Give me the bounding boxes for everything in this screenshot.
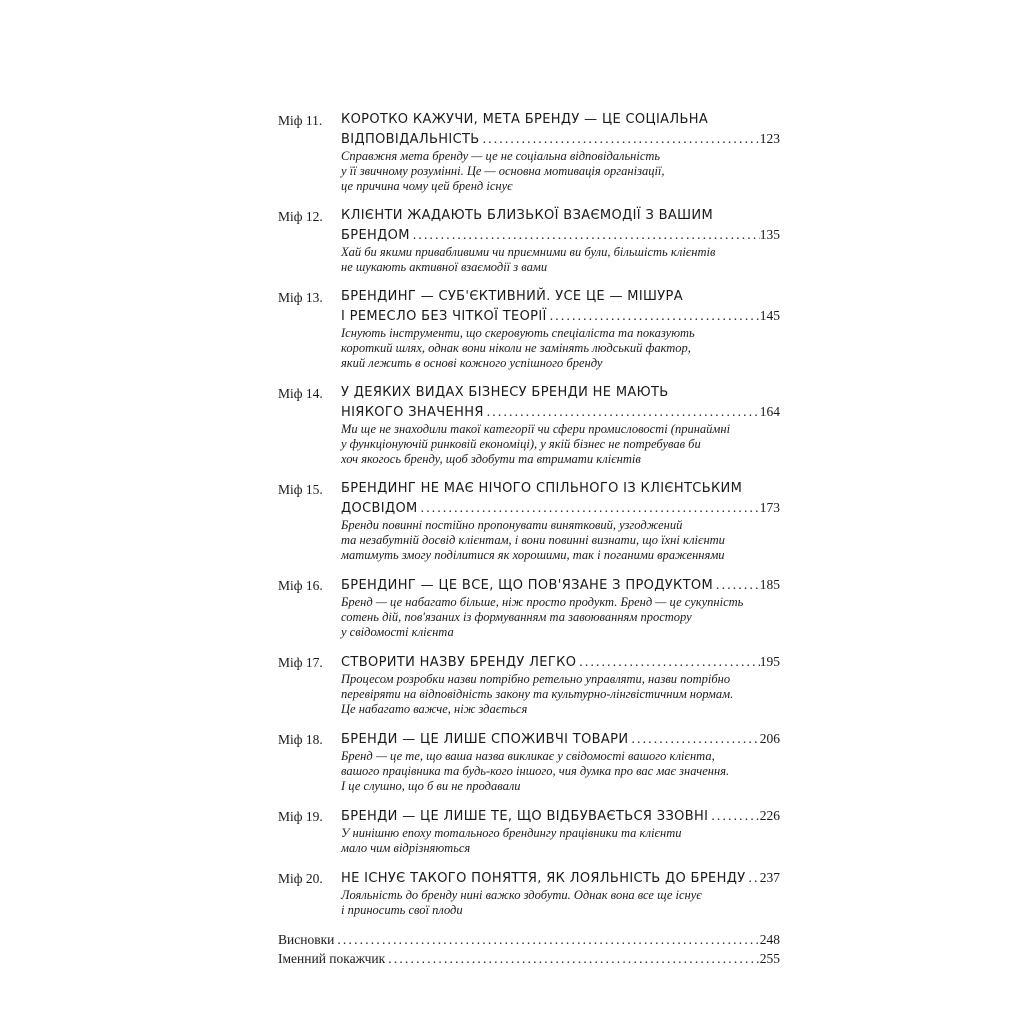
dot-leader (745, 868, 759, 887)
myth-description-line: короткий шлях, однак вони ніколи не замінять людський фактор, (341, 341, 691, 355)
myth-number: Міф 14. (278, 386, 323, 401)
dot-leader (628, 729, 759, 748)
myth-number: Міф 19. (278, 809, 323, 824)
myth-title-text: БРЕНДИ — ЦЕ ЛИШЕ СПОЖИВЧІ ТОВАРИ (341, 732, 629, 747)
myth-body (341, 575, 780, 640)
myth-title-text: ВІДПОВІДАЛЬНІСТЬ (341, 132, 480, 147)
myth-description-line: у свідомості клієнта (341, 625, 454, 639)
myth-description-line: у її звичному розумінні. Це — основна мотивація організації, (341, 164, 665, 178)
page-number: 173 (759, 500, 780, 515)
myth-description-line: мало чим відрізняються (341, 841, 471, 855)
toc-entry (278, 868, 780, 918)
myth-title-text: СТВОРИТИ НАЗВУ БРЕНДУ ЛЕГКО (341, 655, 577, 670)
page-number: 164 (759, 404, 780, 419)
myth-description-line: Хай би якими привабливими чи приємними ви були, більшість клієнтів (341, 245, 716, 259)
toc-entry (278, 575, 780, 640)
myth-body (341, 383, 780, 467)
myth-title-line: КОРОТКО КАЖУЧИ, МЕТА БРЕНДУ — ЦЕ СОЦІАЛЬНА (341, 112, 709, 127)
myth-number: Міф 13. (278, 290, 323, 305)
toc-entry (278, 729, 780, 794)
myth-title-last-line (341, 806, 780, 826)
myth-description-line: Існують інструменти, що скеровують спеціаліста та показують (341, 326, 695, 340)
dot-leader (713, 575, 760, 594)
myth-description-line: Бренд — це набагато більше, ніж просто продукт. Бренд — це сукупність (341, 595, 744, 609)
myth-number: Міф 20. (278, 871, 323, 886)
myth-description-line: вашого працівника та будь-кого іншого, чия думка про вас має значення. (341, 764, 730, 778)
myth-body (341, 206, 780, 275)
dot-leader (480, 129, 760, 148)
myth-title-last-line (341, 225, 780, 245)
myth-description-line: і приносить свої плоди (341, 903, 463, 917)
myth-number: Міф 11. (278, 113, 323, 128)
page-number: 185 (759, 577, 780, 592)
dot-leader (418, 498, 760, 517)
myth-title-last-line (341, 575, 780, 595)
myth-title-last-line (341, 402, 780, 422)
page-number: 206 (759, 731, 780, 746)
myth-description-line: у функціонуючій ринковій економіці), у якій бізнес не потребував би (341, 437, 701, 451)
myth-description-line: не шукають активної взаємодії з вами (341, 260, 548, 274)
end-entry-label: Іменний покажчик (278, 951, 386, 966)
myth-number: Міф 12. (278, 209, 323, 224)
myth-entries (278, 110, 780, 918)
myth-description-line: У нинішню епоху тотального брендингу працівники та клієнти (341, 826, 682, 840)
myth-body (341, 652, 780, 717)
toc-entry (278, 383, 780, 467)
toc-end-entry (278, 949, 780, 968)
dot-leader (385, 949, 760, 968)
page-number: 145 (759, 308, 780, 323)
toc-entry (278, 479, 780, 563)
myth-title-text: БРЕНДИНГ — ЦЕ ВСЕ, ЩО ПОВ'ЯЗАНЕ З ПРОДУКТОМ (341, 578, 714, 593)
myth-number: Міф 17. (278, 655, 323, 670)
myth-description-line: це причина чому цей бренд існує (341, 179, 513, 193)
myth-title-last-line (341, 129, 780, 149)
myth-description-line: матимуть змогу поділитися як хорошими, так і поганими враженнями (341, 548, 725, 562)
dot-leader (708, 806, 759, 825)
myth-number: Міф 18. (278, 732, 323, 747)
page-number: 226 (759, 808, 780, 823)
myth-body (341, 806, 780, 856)
myth-description-line: який лежить в основі кожного успішного бренду (341, 356, 603, 370)
myth-description-line: Ми ще не знаходили такої категорії чи сфери промисловості (принаймні (341, 422, 731, 436)
myth-body (341, 479, 780, 563)
page-number: 248 (759, 932, 780, 947)
myth-body (341, 287, 780, 371)
toc-entry (278, 206, 780, 275)
myth-number: Міф 15. (278, 482, 323, 497)
myth-description-line: та незабутній досвід клієнтам, і вони повинні визнати, що їхні клієнти (341, 533, 725, 547)
myth-title-last-line (341, 729, 780, 749)
dot-leader (334, 930, 759, 949)
myth-description-line: Справжня мета бренду — це не соціальна відповідальність (341, 149, 661, 163)
myth-description-line: сотень дій, пов'язаних із формуванням та завоюванням простору (341, 610, 692, 624)
myth-description-line: Бренд — це те, що ваша назва викликає у свідомості вашого клієнта, (341, 749, 715, 763)
dot-leader (547, 306, 760, 325)
myth-title-text: БРЕНДОМ (341, 228, 410, 243)
toc-entry (278, 652, 780, 717)
dot-leader (576, 652, 759, 671)
myth-title-text: І РЕМЕСЛО БЕЗ ЧІТКОЇ ТЕОРІЇ (341, 309, 547, 324)
page-number: 123 (759, 131, 780, 146)
myth-description-line: І це слушно, що б ви не продавали (341, 779, 521, 793)
toc-entry (278, 287, 780, 371)
page-number: 255 (759, 951, 780, 966)
myth-description-line: Це набагато важче, ніж здається (341, 702, 528, 716)
end-entries (278, 930, 780, 968)
page-number: 195 (759, 654, 780, 669)
dot-leader (484, 402, 760, 421)
myth-title-line: КЛІЄНТИ ЖАДАЮТЬ БЛИЗЬКОЇ ВЗАЄМОДІЇ З ВАШИМ (341, 208, 714, 223)
toc-entry (278, 110, 780, 194)
toc-entry (278, 806, 780, 856)
page-number: 135 (759, 227, 780, 242)
myth-title-last-line (341, 306, 780, 326)
myth-number: Міф 16. (278, 578, 323, 593)
dot-leader (410, 225, 760, 244)
myth-title-line: БРЕНДИНГ — СУБ'ЄКТИВНИЙ. УСЕ ЦЕ — МІШУРА (341, 289, 683, 304)
toc-end-entry (278, 930, 780, 949)
myth-title-text: БРЕНДИ — ЦЕ ЛИШЕ ТЕ, ЩО ВІДБУВАЄТЬСЯ ЗЗОВНІ (341, 809, 709, 824)
myth-description-line: хоч якогось бренду, щоб здобути та втримати клієнтів (341, 452, 641, 466)
myth-title-last-line (341, 498, 780, 518)
myth-title-line: У ДЕЯКИХ ВИДАХ БІЗНЕСУ БРЕНДИ НЕ МАЮТЬ (341, 385, 669, 400)
myth-description-line: Бренди повинні постійно пропонувати винятковий, узгоджений (341, 518, 683, 532)
end-entry-label: Висновки (278, 932, 335, 947)
myth-description-line: Процесом розробки назви потрібно ретельно управляти, назви потрібно (341, 672, 731, 686)
myth-title-text: ДОСВІДОМ (341, 501, 418, 516)
myth-body (341, 868, 780, 918)
myth-description-line: перевіряти на відповідність закону та культурно-лінгвістичним нормам. (341, 687, 734, 701)
myth-title-last-line (341, 868, 780, 888)
myth-title-line: БРЕНДИНГ НЕ МАЄ НІЧОГО СПІЛЬНОГО ІЗ КЛІЄНТСЬКИМ (341, 481, 743, 496)
page-number: 237 (759, 870, 780, 885)
myth-body (341, 110, 780, 194)
myth-title-last-line (341, 652, 780, 672)
table-of-contents (278, 110, 780, 968)
myth-title-text: НЕ ІСНУЄ ТАКОГО ПОНЯТТЯ, ЯК ЛОЯЛЬНІСТЬ ДО БРЕНДУ (341, 871, 746, 886)
myth-title-text: НІЯКОГО ЗНАЧЕННЯ (341, 405, 484, 420)
myth-description-line: Лояльність до бренду нині важко здобути. Однак вона все ще існує (341, 888, 702, 902)
myth-body (341, 729, 780, 794)
